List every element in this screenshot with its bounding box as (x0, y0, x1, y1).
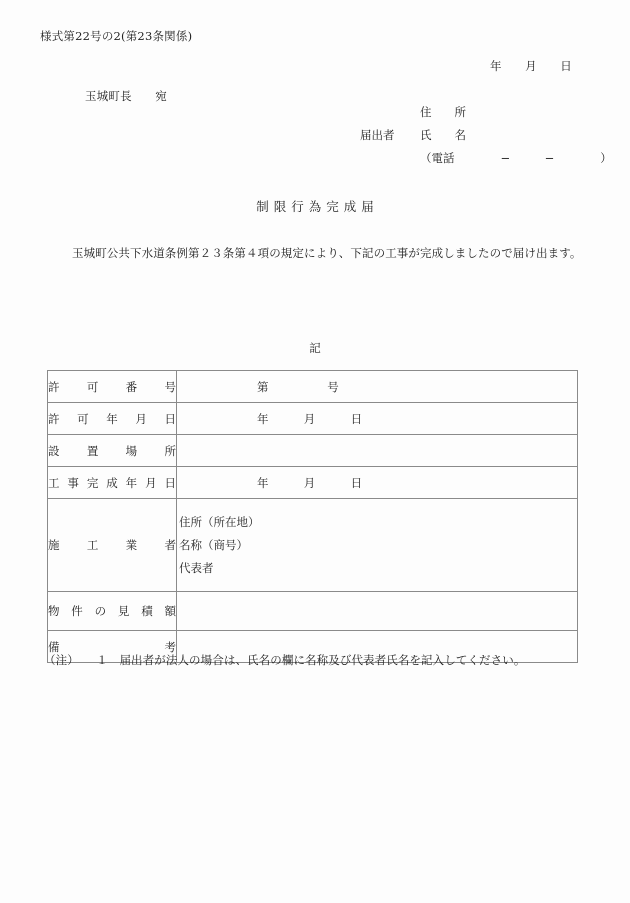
date-line: 年 月 日 (490, 59, 572, 73)
row-value-text: 第 号 (257, 379, 339, 394)
submitter-name-row (360, 127, 466, 150)
row-label: 許 可 番 号 (48, 371, 177, 403)
row-value-field[interactable] (177, 592, 578, 631)
row-label: 施 工 業 者 (48, 499, 177, 592)
table-row (48, 499, 578, 592)
submitter-phone-label: （電話 − − ） (420, 151, 612, 165)
body-paragraph: 玉城町公共下水道条例第２３条第４項の規定により、下記の工事が完成しましたので届け出ます。 (72, 246, 582, 260)
page-title: 制限行為完成届 (256, 199, 379, 214)
contractor-field-line[interactable]: 代表者 (179, 560, 214, 575)
row-label: 備 考 (48, 631, 177, 663)
table-row (48, 435, 578, 467)
addressee-line: 玉城町長 宛 (85, 89, 167, 103)
form-table-body (48, 371, 578, 663)
row-value-field[interactable] (177, 435, 578, 467)
row-value-field[interactable] (177, 371, 578, 403)
row-label: 物 件 の 見 積 額 (48, 592, 177, 631)
table-row (48, 403, 578, 435)
row-value-field[interactable] (177, 467, 578, 499)
contractor-field-lines (177, 502, 577, 589)
row-label: 工事完成年月日 (48, 467, 177, 499)
form-code: 様式第22号の2(第23条関係) (40, 29, 193, 43)
row-label: 設 置 場 所 (48, 435, 177, 467)
submitter-tag: 届出者 (360, 128, 395, 142)
table-row (48, 467, 578, 499)
table-row (48, 371, 578, 403)
contractor-field-line[interactable]: 名称（商号） (179, 537, 248, 552)
row-value-field[interactable] (177, 499, 578, 592)
ki-marker: 記 (309, 341, 321, 355)
contractor-field-line[interactable]: 住所（所在地） (179, 514, 260, 529)
submitter-address-row (360, 104, 466, 127)
row-value-field[interactable] (177, 403, 578, 435)
row-label: 許 可 年 月 日 (48, 403, 177, 435)
submitter-address-label: 住 所 (420, 105, 466, 119)
table-row (48, 592, 578, 631)
submitter-name-label: 氏 名 (420, 128, 466, 142)
row-value-text: 年 月 日 (257, 475, 363, 490)
row-value-text: 年 月 日 (257, 411, 363, 426)
footnote: （注） １ 届出者が法人の場合は、氏名の欄に名称及び代表者氏名を記入してください。 (44, 653, 526, 667)
form-table (47, 370, 578, 663)
submitter-phone-row (360, 150, 612, 173)
submitter-block (360, 104, 612, 173)
